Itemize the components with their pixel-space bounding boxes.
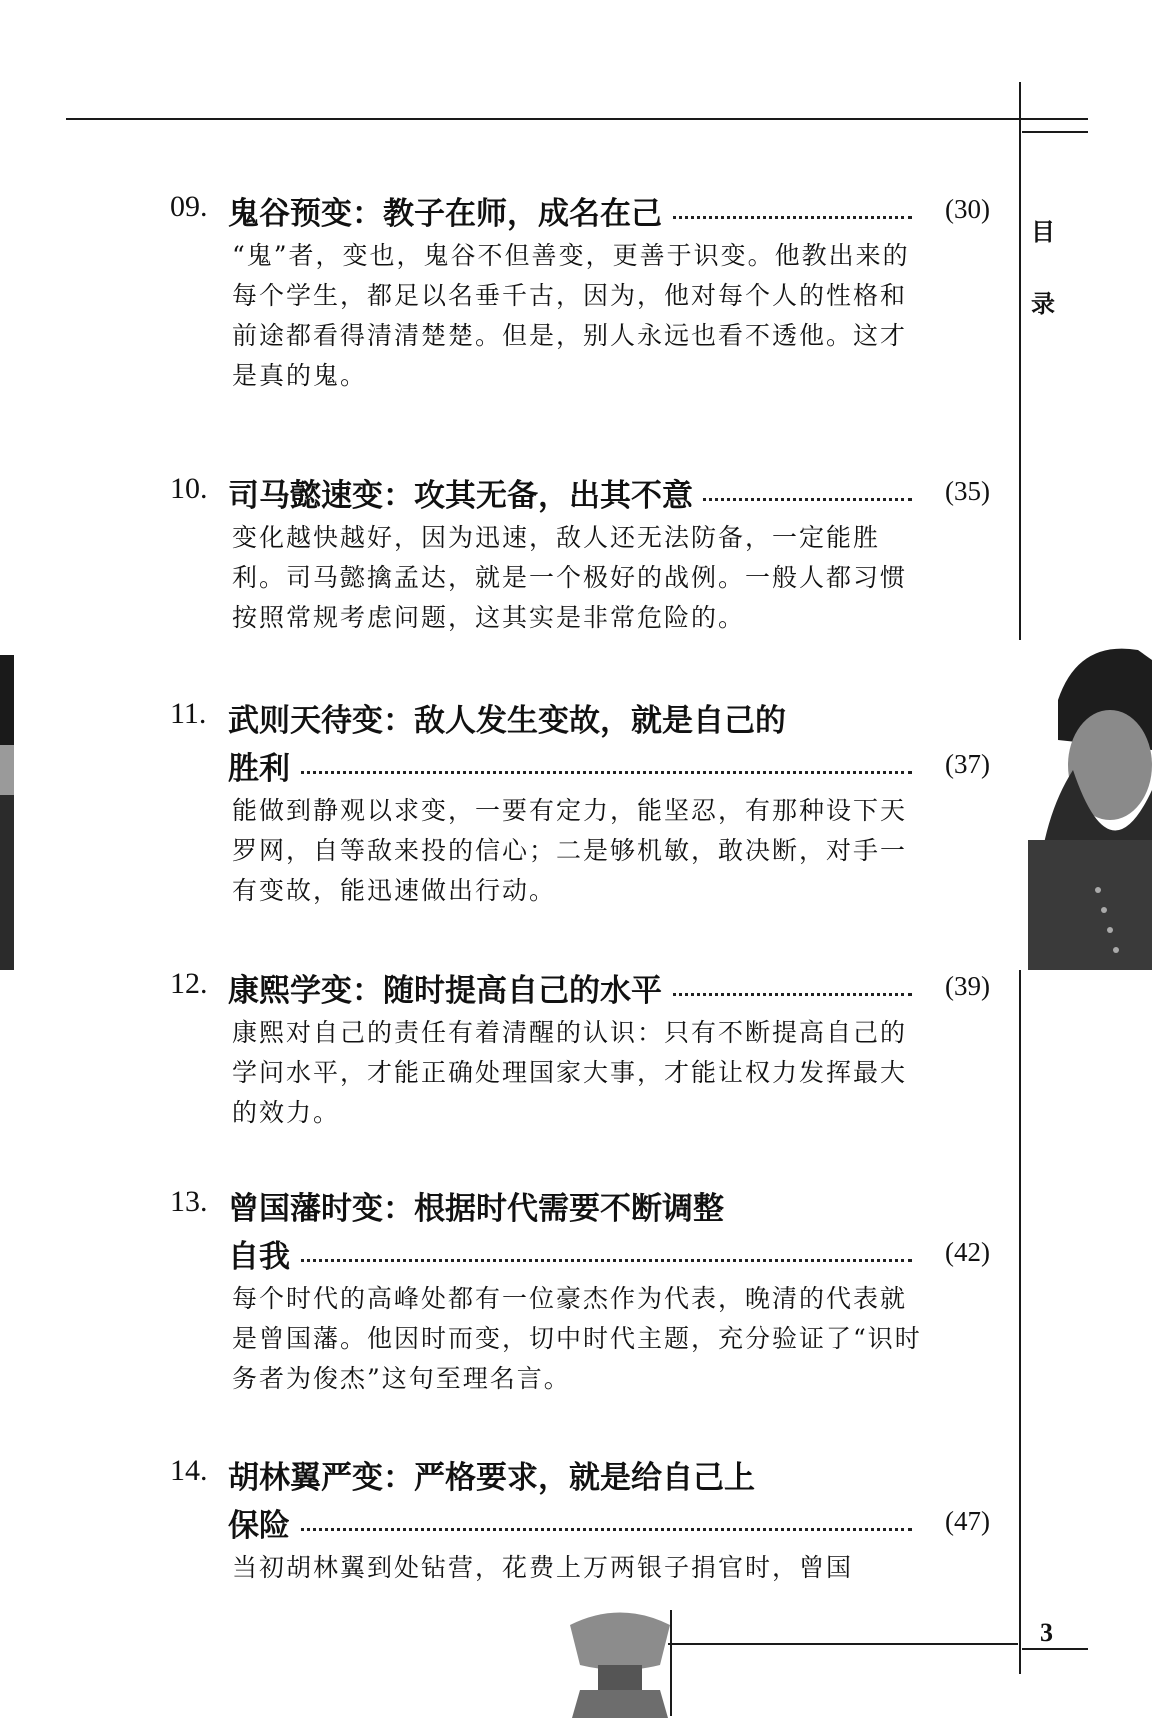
entry-description: 当初胡林翼到处钻营，花费上万两银子捐官时，曾国 — [232, 1553, 854, 1582]
entry-number: 09. — [170, 190, 208, 223]
portrait-image — [1018, 640, 1152, 970]
bottom-rule — [668, 1643, 1018, 1645]
side-rule — [1022, 131, 1088, 133]
entry-page: (39) — [945, 971, 990, 1001]
toc-entry — [170, 470, 990, 638]
entry-description: 能做到静观以求变，一要有定力，能坚忍，有那种设下天罗网，自等敌来投的信心；二是够机敏，敢决断，对手一有变故，能迅速做出行动。 — [232, 796, 908, 905]
entry-heading-continued[interactable] — [170, 1231, 990, 1279]
toc-entry — [170, 1452, 990, 1588]
entry-number: 14. — [170, 1454, 208, 1487]
toc-entry — [170, 188, 990, 396]
dot-leader — [228, 771, 912, 774]
entry-heading[interactable] — [170, 1183, 990, 1231]
entry-description: 每个时代的高峰处都有一位豪杰作为代表，晚清的代表就是曾国藩。他因时而变，切中时代主题，充分验证了“识时务者为俊杰”这句至理名言。 — [232, 1284, 922, 1393]
entry-heading[interactable] — [170, 1452, 990, 1500]
toc-label: 目录 — [1031, 218, 1055, 318]
entry-title: 鬼谷预变：教子在师，成名在己 — [228, 188, 670, 233]
entry-heading[interactable] — [170, 965, 990, 1013]
toc-entry — [170, 1183, 990, 1399]
dot-leader — [228, 1259, 912, 1262]
entry-number: 13. — [170, 1185, 208, 1218]
entry-page: (30) — [945, 194, 990, 224]
entry-page: (37) — [945, 749, 990, 779]
entry-number: 12. — [170, 967, 208, 1000]
entry-title-continued: 自我 — [228, 1231, 298, 1276]
entry-heading-continued[interactable] — [170, 743, 990, 791]
entry-title: 司马懿速变：攻其无备，出其不意 — [228, 470, 701, 515]
entry-page: (47) — [945, 1506, 990, 1536]
entry-title-continued: 保险 — [228, 1500, 298, 1545]
entry-description: 康熙对自己的责任有着清醒的认识：只有不断提高自己的学问水平，才能正确处理国家大事，才能让权力发挥最大的效力。 — [232, 1018, 908, 1127]
bust-image — [560, 1605, 680, 1718]
bottom-rule-right — [1022, 1648, 1088, 1650]
toc-entry — [170, 965, 990, 1133]
top-rule — [66, 118, 1088, 120]
entry-page: (42) — [945, 1237, 990, 1267]
entry-number: 11. — [170, 697, 207, 730]
portrait-edge-image — [0, 655, 14, 970]
entry-heading[interactable] — [170, 695, 990, 743]
toc-entry — [170, 695, 990, 911]
entry-number: 10. — [170, 472, 208, 505]
page-number: 3 — [1040, 1618, 1053, 1647]
entry-description: “鬼”者，变也，鬼谷不但善变，更善于识变。他教出来的每个学生，都足以名垂千古，因为，他对每个人的性格和前途都看得清清楚楚。但是，别人永远也看不透他。这才是真的鬼。 — [232, 241, 910, 390]
entry-title: 康熙学变：随时提高自己的水平 — [228, 965, 670, 1010]
entry-heading[interactable] — [170, 470, 990, 518]
entry-title: 胡林翼严变：严格要求，就是给自己上 — [228, 1452, 763, 1497]
entry-title-continued: 胜利 — [228, 743, 298, 788]
dot-leader — [228, 1528, 912, 1531]
entry-title: 武则天待变：敌人发生变故，就是自己的 — [228, 695, 794, 740]
entry-title: 曾国藩时变：根据时代需要不断调整 — [228, 1183, 732, 1228]
entry-page: (35) — [945, 476, 990, 506]
entry-heading[interactable] — [170, 188, 990, 236]
entry-description: 变化越快越好，因为迅速，敌人还无法防备，一定能胜利。司马懿擒孟达，就是一个极好的战例。一般人都习惯按照常规考虑问题，这其实是非常危险的。 — [232, 523, 908, 632]
entry-heading-continued[interactable] — [170, 1500, 990, 1548]
